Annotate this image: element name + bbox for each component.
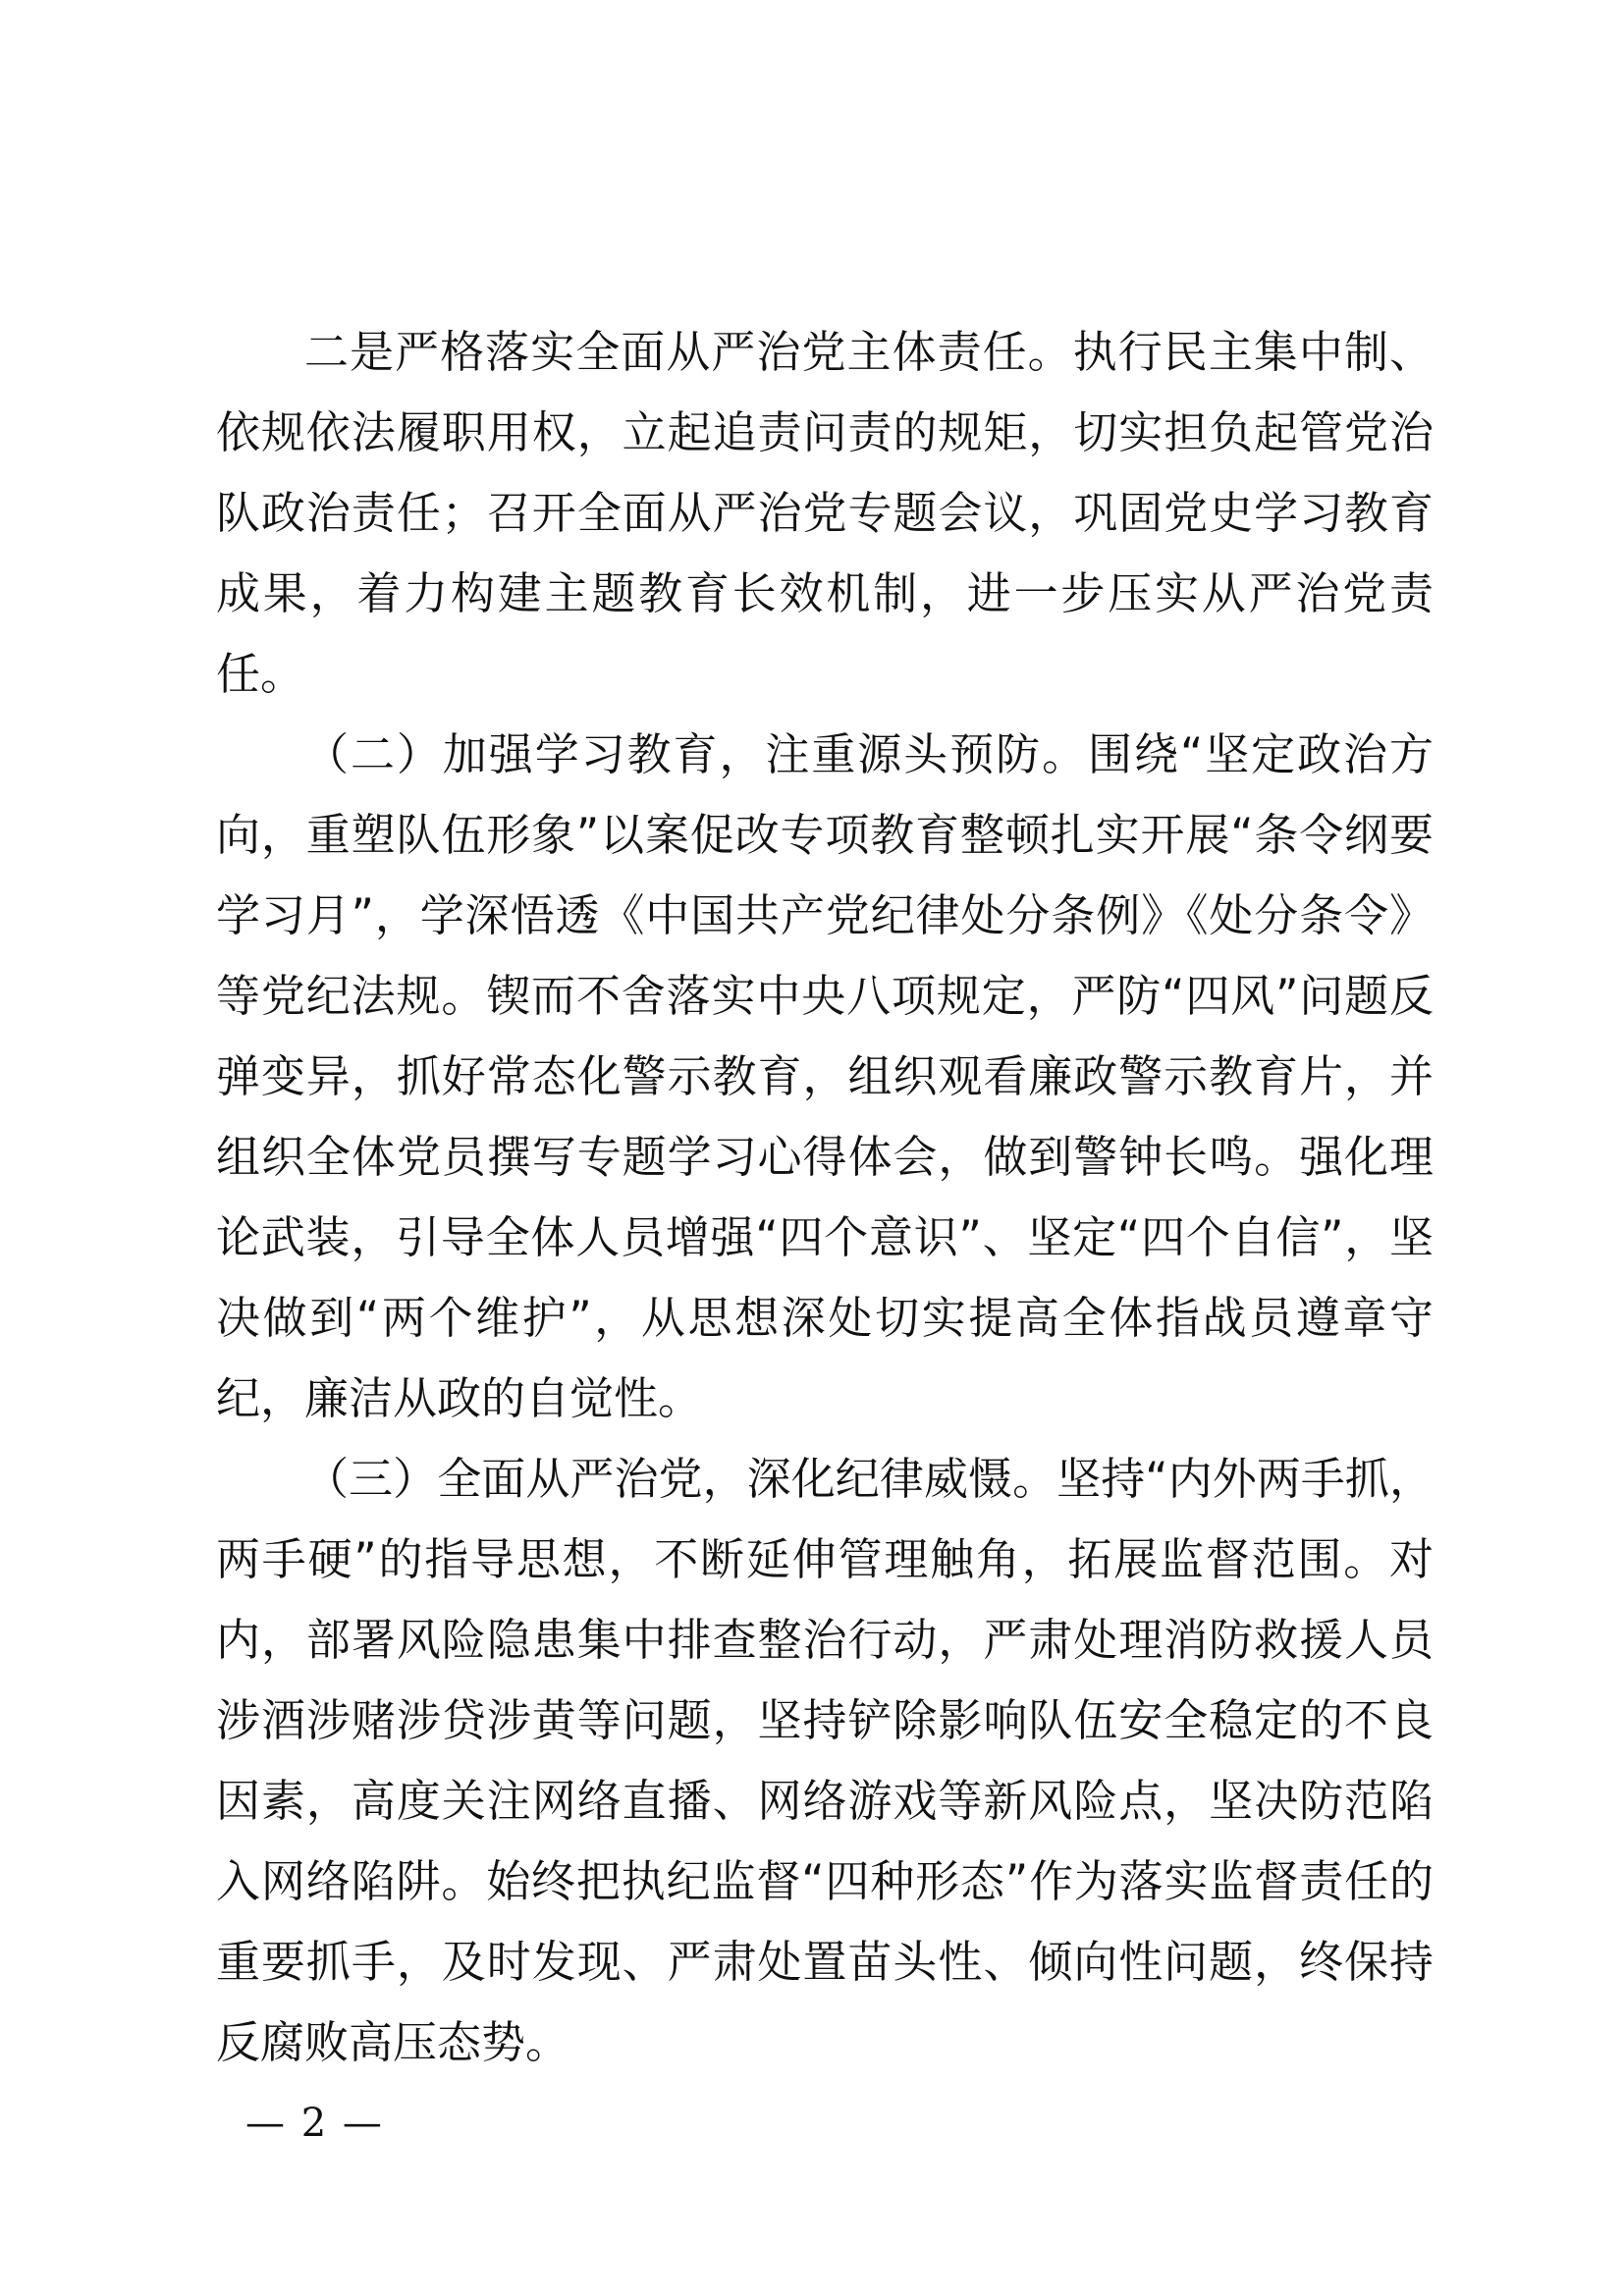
paragraph-strict-party-responsibility: 二是严格落实全面从严治党主体责任。执行民主集中制、依规依法履职用权，立起追责问责的规矩，切实担负起管党治队政治责任；召开全面从严治党专题会议，巩固党史学习教育成果，着力构建主题教育长效机制，进一步压实从严治党责任。 bbox=[216, 326, 1434, 700]
paragraph-discipline-deterrence: （三）全面从严治党，深化纪律威慑。坚持“内外两手抓，两手硬”的指导思想，不断延伸管理触角，拓展监督范围。对内，部署风险隐患集中排查整治行动，严肃处理消防救援人员涉酒涉赌涉贷涉黄等问题，坚持铲除影响队伍安全稳定的不良因素，高度关注网络直播、网络游戏等新风险点，坚决防范陷入网络陷阱。始终把执纪监督“四种形态”作为落实监督责任的重要抓手，及时发现、严肃处置苗头性、倾向性问题，终保持反腐败高压态势。 bbox=[216, 1453, 1434, 2068]
page-number: — 2 — bbox=[245, 2101, 384, 2146]
paragraph-study-education: （二）加强学习教育，注重源头预防。围绕“坚定政治方向，重塑队伍形象”以案促改专项教育整顿扎实开展“条令纲要学习月”，学深悟透《中国共产党纪律处分条例》《处分条令》等党纪法规。锲而不舍落实中央八项规定，严防“四风”问题反弹变异，抓好常态化警示教育，组织观看廉政警示教育片，并组织全体党员撰写专题学习心得体会，做到警钟长鸣。强化理论武装，引导全体人员增强“四个意识”、坚定“四个自信”，坚决做到“两个维护”，从思想深处切实提高全体指战员遵章守纪，廉洁从政的自觉性。 bbox=[216, 728, 1434, 1424]
document-body bbox=[216, 312, 1434, 2083]
